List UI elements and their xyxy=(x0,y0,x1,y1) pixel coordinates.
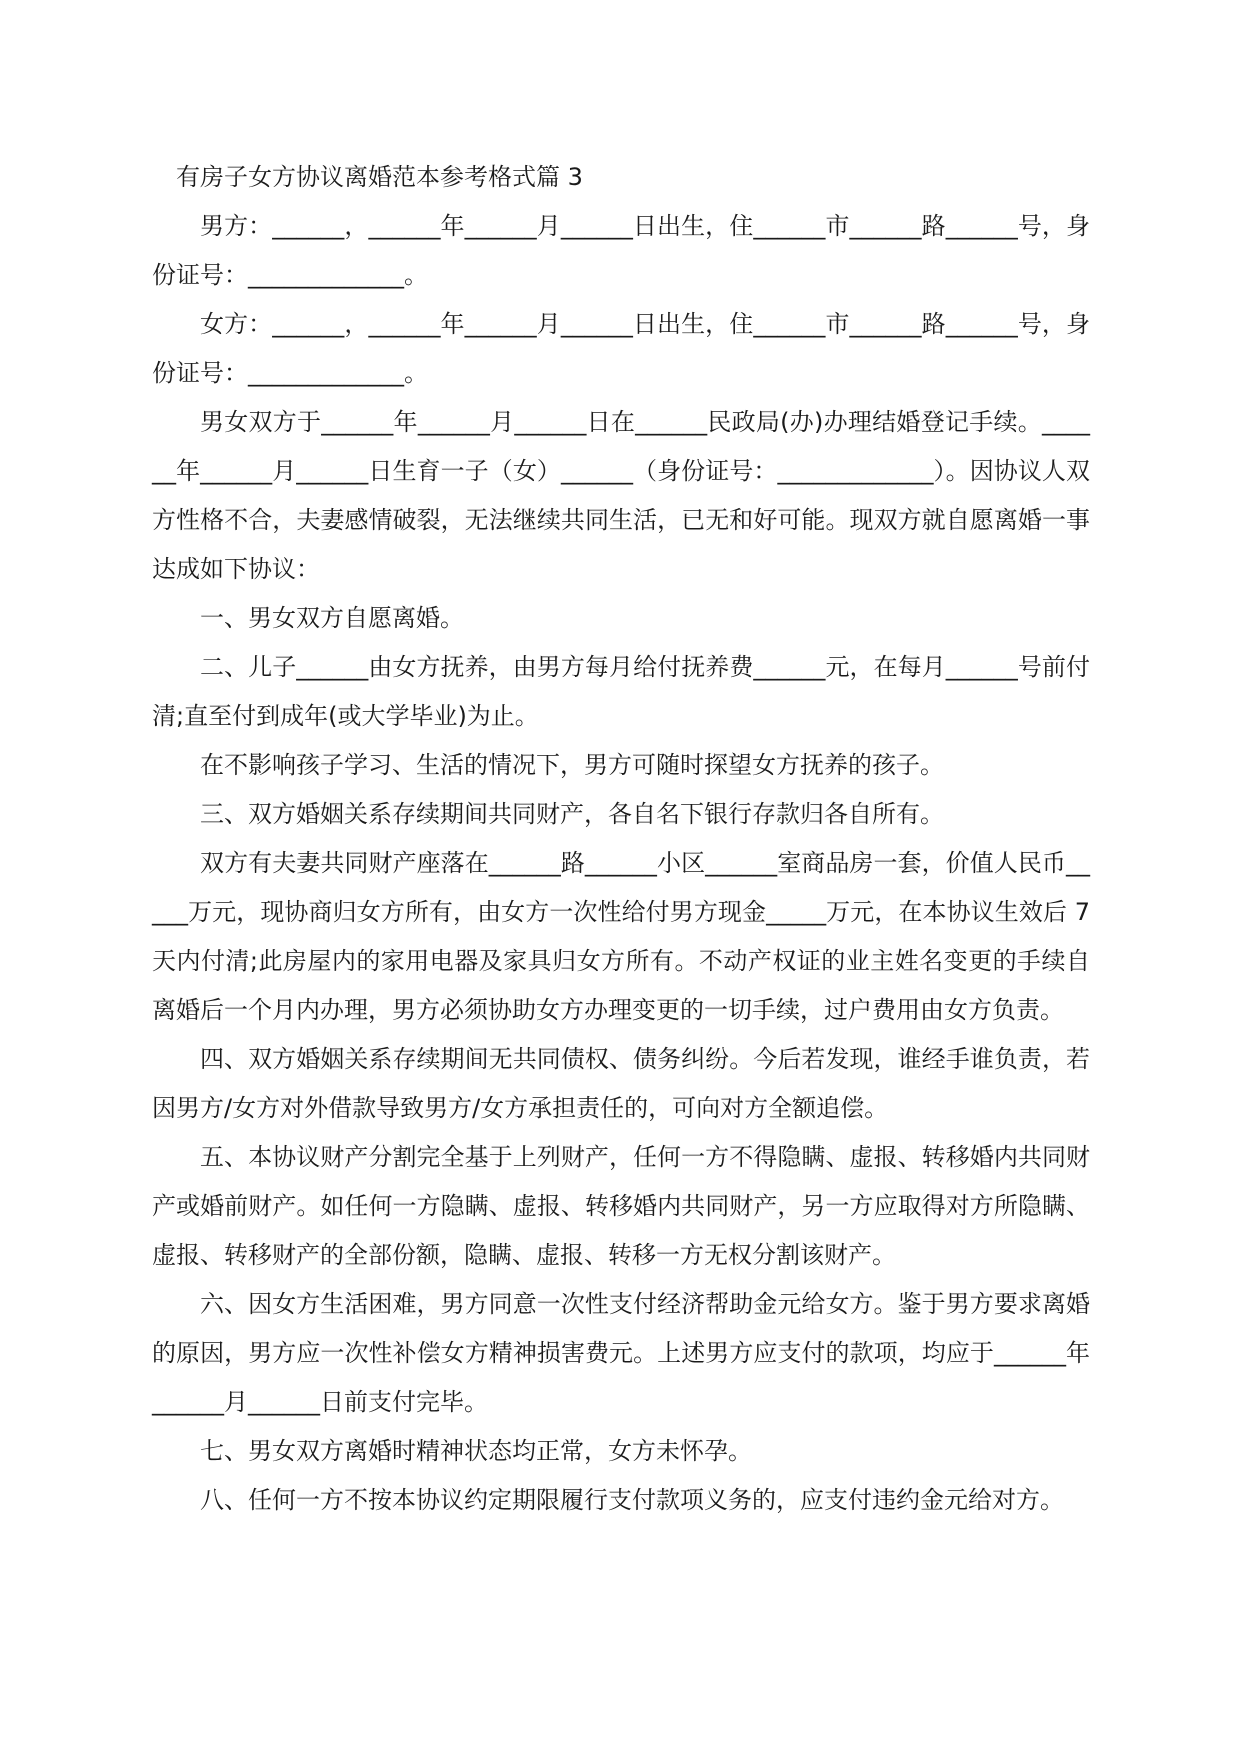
paragraph-clause-5: 五、本协议财产分割完全基于上列财产，任何一方不得隐瞒、虚报、转移婚内共同财产或婚前财产。如任何一方隐瞒、虚报、转移婚内共同财产，另一方应取得对方所隐瞒、虚报、转移财产的全部份额，隐瞒、虚报、转移一方无权分割该财产。 xyxy=(152,1143,1090,1269)
paragraph-clause-2: 二、儿子______由女方抚养，由男方每月给付抚养费______元，在每月______号前付清;直至付到成年(或大学毕业)为止。 xyxy=(152,653,1090,730)
paragraph-marriage-registration: 男女双方于______年______月______日在______民政局(办)办理结婚登记手续。______年______月______日生育一子（女）______（身份证号：_____________）。因协议人双方性格不合，夫妻感情破裂，无法继续共同生活，已无和好可能。现双方就自愿离婚一事达成如下协议： xyxy=(152,408,1090,583)
paragraph-property: 双方有夫妻共同财产座落在______路______小区______室商品房一套，价值人民币_____万元，现协商归女方所有，由女方一次性给付男方现金_____万元，在本协议生效后 7 天内付清;此房屋内的家用电器及家具归女方所有。不动产权证的业主姓名变更的手续自离婚后一个月内办理，男方必须协助女方办理变更的一切手续，过户费用由女方负责。 xyxy=(152,849,1090,1024)
paragraph-clause-1: 一、男女双方自愿离婚。 xyxy=(200,604,464,632)
paragraph-visitation: 在不影响孩子学习、生活的情况下，男方可随时探望女方抚养的孩子。 xyxy=(200,751,944,779)
document-body xyxy=(152,202,1090,1525)
paragraph-clause-7: 七、男女双方离婚时精神状态均正常，女方未怀孕。 xyxy=(200,1437,752,1465)
paragraph-clause-8: 八、任何一方不按本协议约定期限履行支付款项义务的，应支付违约金元给对方。 xyxy=(200,1486,1064,1514)
paragraph-clause-4: 四、双方婚姻关系存续期间无共同债权、债务纠纷。今后若发现，谁经手谁负责，若因男方/女方对外借款导致男方/女方承担责任的，可向对方全额追偿。 xyxy=(152,1045,1090,1122)
document-title: 有房子女方协议离婚范本参考格式篇 3 xyxy=(176,163,583,191)
paragraph-clause-6: 六、因女方生活困难，男方同意一次性支付经济帮助金元给女方。鉴于男方要求离婚的原因，男方应一次性补偿女方精神损害费元。上述男方应支付的款项，均应于______年______月______日前支付完毕。 xyxy=(152,1290,1090,1416)
paragraph-clause-3: 三、双方婚姻关系存续期间共同财产，各自名下银行存款归各自所有。 xyxy=(200,800,944,828)
paragraph-male-party: 男方：______，______年______月______日出生，住______市______路______号，身份证号：_____________。 xyxy=(152,212,1090,289)
paragraph-female-party: 女方：______，______年______月______日出生，住______市______路______号，身份证号：_____________。 xyxy=(152,310,1090,387)
